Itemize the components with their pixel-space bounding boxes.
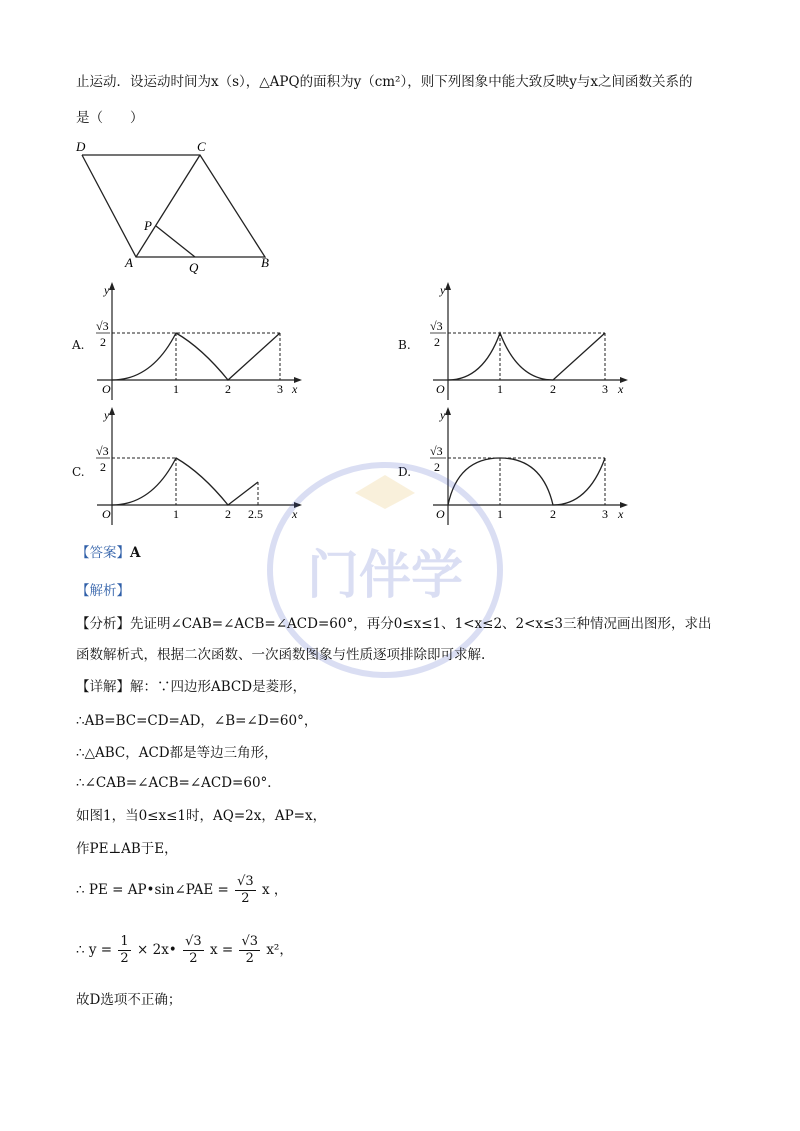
- graph-b: [418, 280, 633, 405]
- x-axis-label: x: [292, 507, 298, 521]
- option-b-label[interactable]: B.: [398, 338, 411, 352]
- fraction-sqrt3-over-2-c: $\frac{√3}{2}$: [241, 934, 259, 966]
- rhombus-figure: [70, 135, 290, 280]
- ytick-two: 2: [100, 460, 106, 474]
- option-d-label[interactable]: D.: [398, 465, 412, 479]
- detail-text-1: 解：∵四边形ABCD是菱形，: [130, 679, 307, 695]
- fenxi-tag: 【分析】: [76, 616, 130, 632]
- watermark-text: 门伴学: [306, 546, 464, 606]
- ytick-sqrt3: √3: [96, 319, 109, 333]
- ytick-sqrt3: √3: [430, 444, 443, 458]
- fraction-sqrt3-over-2: $\frac{√3}{2}$: [237, 874, 254, 906]
- label-B: B: [261, 255, 269, 270]
- formula-y: [76, 930, 293, 970]
- label-P: P: [144, 218, 152, 233]
- question-line-2: 是（ ）: [76, 110, 144, 126]
- formula-y-d: x²，: [266, 942, 293, 958]
- xtick-3: 3: [602, 507, 608, 521]
- ytick-sqrt3: √3: [96, 444, 109, 458]
- detail-tag: 【详解】: [76, 679, 130, 695]
- y-axis-label: y: [104, 283, 110, 297]
- label-D: D: [76, 139, 86, 154]
- option-a-label[interactable]: A.: [72, 338, 85, 352]
- formula-y-b: × 2x•: [137, 942, 177, 958]
- x-axis-label: x: [618, 382, 624, 396]
- formula-pe-right: x ，: [261, 882, 288, 898]
- graph-a: [92, 280, 307, 405]
- ytick-two: 2: [434, 335, 440, 349]
- detail-line-5: 如图1，当0≤x≤1时，AQ=2x，AP=x，: [76, 808, 327, 824]
- origin-label: O: [102, 507, 111, 521]
- detail-line-6: 作PE⊥AB于E，: [76, 841, 178, 857]
- label-A: A: [125, 255, 133, 270]
- xtick-3: 3: [277, 382, 283, 396]
- detail-line-1: [76, 677, 306, 697]
- detail-line-4: ∴∠CAB=∠ACB=∠ACD=60°．: [76, 775, 281, 791]
- origin-label: O: [436, 382, 445, 396]
- formula-pe: [76, 870, 287, 910]
- question-line-1: 止运动．设运动时间为x（s），△APQ的面积为y（cm²），则下列图象中能大致反映y与x之间函数关系的: [76, 74, 693, 90]
- ytick-sqrt3: √3: [430, 319, 443, 333]
- answer-tag: 【答案】: [76, 545, 130, 561]
- y-axis-label: y: [440, 283, 446, 297]
- fenxi-line-2: 函数解析式，根据二次函数、一次函数图象与性质逐项排除即可求解.: [76, 647, 486, 663]
- label-C: C: [197, 139, 206, 154]
- formula-pe-left: ∴ PE = AP•sin∠PAE =: [76, 882, 229, 898]
- xtick-3: 3: [602, 382, 608, 396]
- detail-line-2: ∴AB=BC=CD=AD，∠B=∠D=60°，: [76, 713, 318, 729]
- xtick-1: 1: [173, 382, 179, 396]
- option-c-label[interactable]: C.: [72, 465, 85, 479]
- fenxi-text-1: 先证明∠CAB=∠ACB=∠ACD=60°，再分0≤x≤1、1<x≤2、2<x≤3三种情况画出图形，求出: [130, 616, 712, 632]
- y-axis-label: y: [104, 408, 110, 422]
- formula-y-a: ∴ y =: [76, 942, 113, 958]
- xtick-1: 1: [497, 382, 503, 396]
- label-Q: Q: [189, 260, 199, 275]
- ytick-two: 2: [100, 335, 106, 349]
- fenxi-line-1: [76, 614, 711, 634]
- xtick-2: 2: [225, 507, 231, 521]
- analysis-tag: 【解析】: [76, 583, 130, 599]
- fraction-sqrt3-over-2-b: $\frac{√3}{2}$: [185, 934, 202, 966]
- origin-label: O: [102, 382, 111, 396]
- y-axis-label: y: [440, 408, 446, 422]
- x-axis-label: x: [292, 382, 298, 396]
- answer-value: A: [130, 545, 141, 561]
- xtick-2-5: 2.5: [248, 507, 263, 521]
- xtick-2: 2: [225, 382, 231, 396]
- xtick-2: 2: [550, 382, 556, 396]
- fraction-1-over-2: $\frac{1}{2}$: [120, 934, 129, 966]
- ytick-two: 2: [434, 460, 440, 474]
- detail-line-9: 故D选项不正确；: [76, 992, 182, 1008]
- detail-line-3: ∴△ABC，ACD都是等边三角形，: [76, 745, 278, 761]
- xtick-1: 1: [173, 507, 179, 521]
- x-axis-label: x: [618, 507, 624, 521]
- formula-y-c: x =: [209, 942, 234, 958]
- answer-line: [76, 543, 140, 563]
- xtick-1: 1: [497, 507, 503, 521]
- origin-label: O: [436, 507, 445, 521]
- xtick-2: 2: [550, 507, 556, 521]
